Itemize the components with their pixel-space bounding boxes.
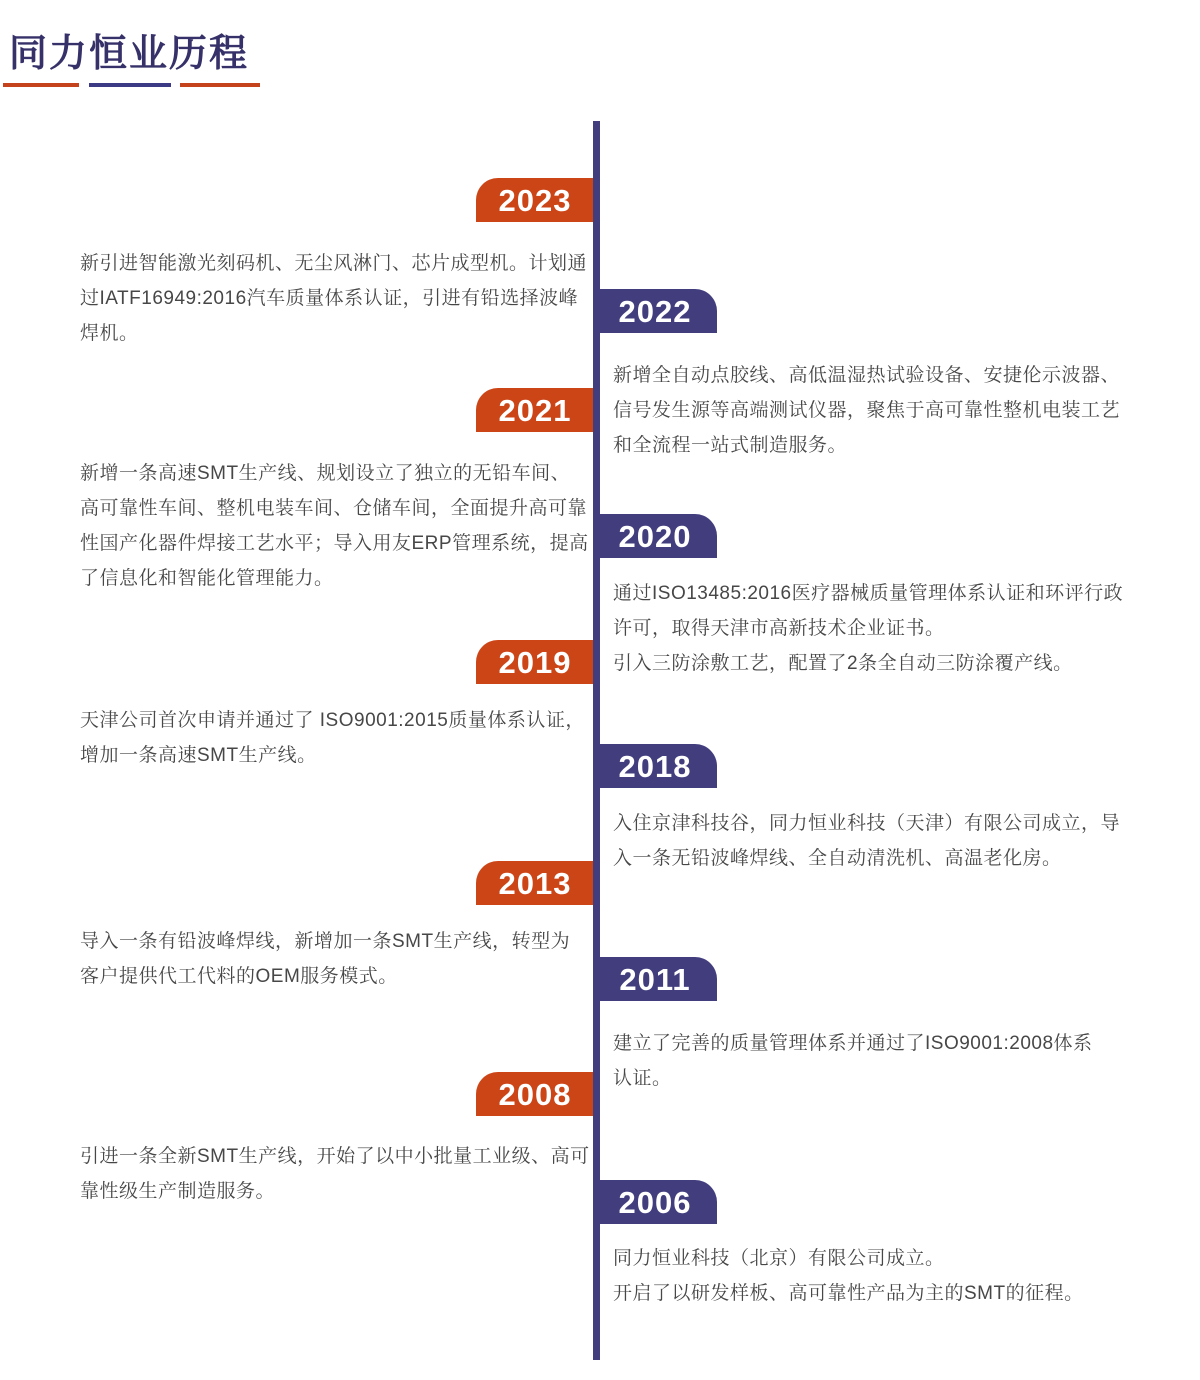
milestone-line: 认证。 (613, 1068, 672, 1089)
title-underline-segment-2 (89, 83, 171, 87)
milestone-line: 许可，取得天津市高新技术企业证书。 (613, 618, 945, 639)
year-badge-2006 (593, 1180, 717, 1224)
year-label-2023: 2023 (498, 182, 572, 218)
milestone-line: 靠性级生产制造服务。 (80, 1181, 276, 1202)
milestone-text-2020 (613, 576, 1123, 681)
year-badge-2018 (593, 744, 717, 788)
milestone-line: 性国产化器件焊接工艺水平；导入用友ERP管理系统，提高 (80, 533, 589, 554)
milestone-line: 新引进智能激光刻码机、无尘风淋门、芯片成型机。计划通 (80, 253, 588, 274)
year-label-2011: 2011 (619, 961, 691, 997)
milestone-line: 新增全自动点胶线、高低温湿热试验设备、安捷伦示波器、 (613, 365, 1121, 386)
milestone-line: 建立了完善的质量管理体系并通过了ISO9001:2008体系 (613, 1033, 1093, 1054)
year-badge-2008 (476, 1072, 594, 1116)
page-title: 同力恒业历程 (9, 33, 250, 75)
milestone-line: 引入三防涂敷工艺，配置了2条全自动三防涂覆产线。 (613, 653, 1073, 674)
year-label-2013: 2013 (498, 865, 572, 901)
milestone-line: 增加一条高速SMT生产线。 (80, 745, 317, 766)
milestone-line: 新增一条高速SMT生产线、规划设立了独立的无铅车间、 (80, 463, 571, 484)
year-badge-2013 (476, 861, 594, 905)
milestone-line: 高可靠性车间、整机电装车间、仓储车间，全面提升高可靠 (80, 498, 588, 519)
milestone-line: 和全流程一站式制造服务。 (613, 435, 848, 456)
milestone-line: 过IATF16949:2016汽车质量体系认证，引进有铅选择波峰 (80, 288, 579, 309)
year-badge-2021 (476, 388, 594, 432)
milestone-text-2013 (80, 924, 570, 994)
milestone-text-2023 (80, 246, 587, 351)
milestone-line: 客户提供代工代料的OEM服务模式。 (80, 966, 398, 987)
milestone-line: 了信息化和智能化管理能力。 (80, 568, 334, 589)
title-underline-segment-3 (180, 83, 260, 87)
year-label-2022: 2022 (618, 293, 692, 329)
milestone-text-2006 (613, 1241, 1084, 1311)
milestone-line: 焊机。 (80, 323, 139, 344)
milestone-line: 入一条无铅波峰焊线、全自动清洗机、高温老化房。 (613, 848, 1062, 869)
milestone-text-2021 (80, 456, 589, 596)
milestone-text-2018 (613, 806, 1120, 876)
milestone-line: 引进一条全新SMT生产线，开始了以中小批量工业级、高可 (80, 1146, 590, 1167)
year-label-2008: 2008 (498, 1076, 572, 1112)
milestone-text-2022 (613, 358, 1120, 463)
year-label-2006: 2006 (618, 1184, 692, 1220)
milestone-text-2019 (80, 703, 585, 773)
year-label-2019: 2019 (498, 644, 572, 680)
milestone-line: 天津公司首次申请并通过了 ISO9001:2015质量体系认证， (80, 710, 585, 731)
year-badge-2019 (476, 640, 594, 684)
milestone-line: 入住京津科技谷，同力恒业科技（天津）有限公司成立，导 (613, 813, 1121, 834)
year-badge-2020 (593, 514, 717, 558)
year-badge-2023 (476, 178, 594, 222)
year-label-2021: 2021 (498, 392, 572, 428)
title-underline-segment-1 (3, 83, 79, 87)
year-badge-2022 (593, 289, 717, 333)
milestone-line: 导入一条有铅波峰焊线，新增加一条SMT生产线，转型为 (80, 931, 571, 952)
milestone-line: 开启了以研发样板、高可靠性产品为主的SMT的征程。 (613, 1283, 1084, 1304)
year-badge-2011 (593, 957, 717, 1001)
milestone-text-2008 (80, 1139, 590, 1209)
milestone-line: 信号发生源等高端测试仪器，聚焦于高可靠性整机电装工艺 (613, 400, 1121, 421)
milestone-line: 通过ISO13485:2016医疗器械质量管理体系认证和环评行政 (613, 583, 1124, 604)
year-label-2020: 2020 (618, 518, 692, 554)
milestone-text-2011 (613, 1026, 1093, 1096)
year-label-2018: 2018 (618, 748, 692, 784)
timeline-axis (593, 121, 600, 1360)
milestone-line: 同力恒业科技（北京）有限公司成立。 (613, 1248, 945, 1269)
